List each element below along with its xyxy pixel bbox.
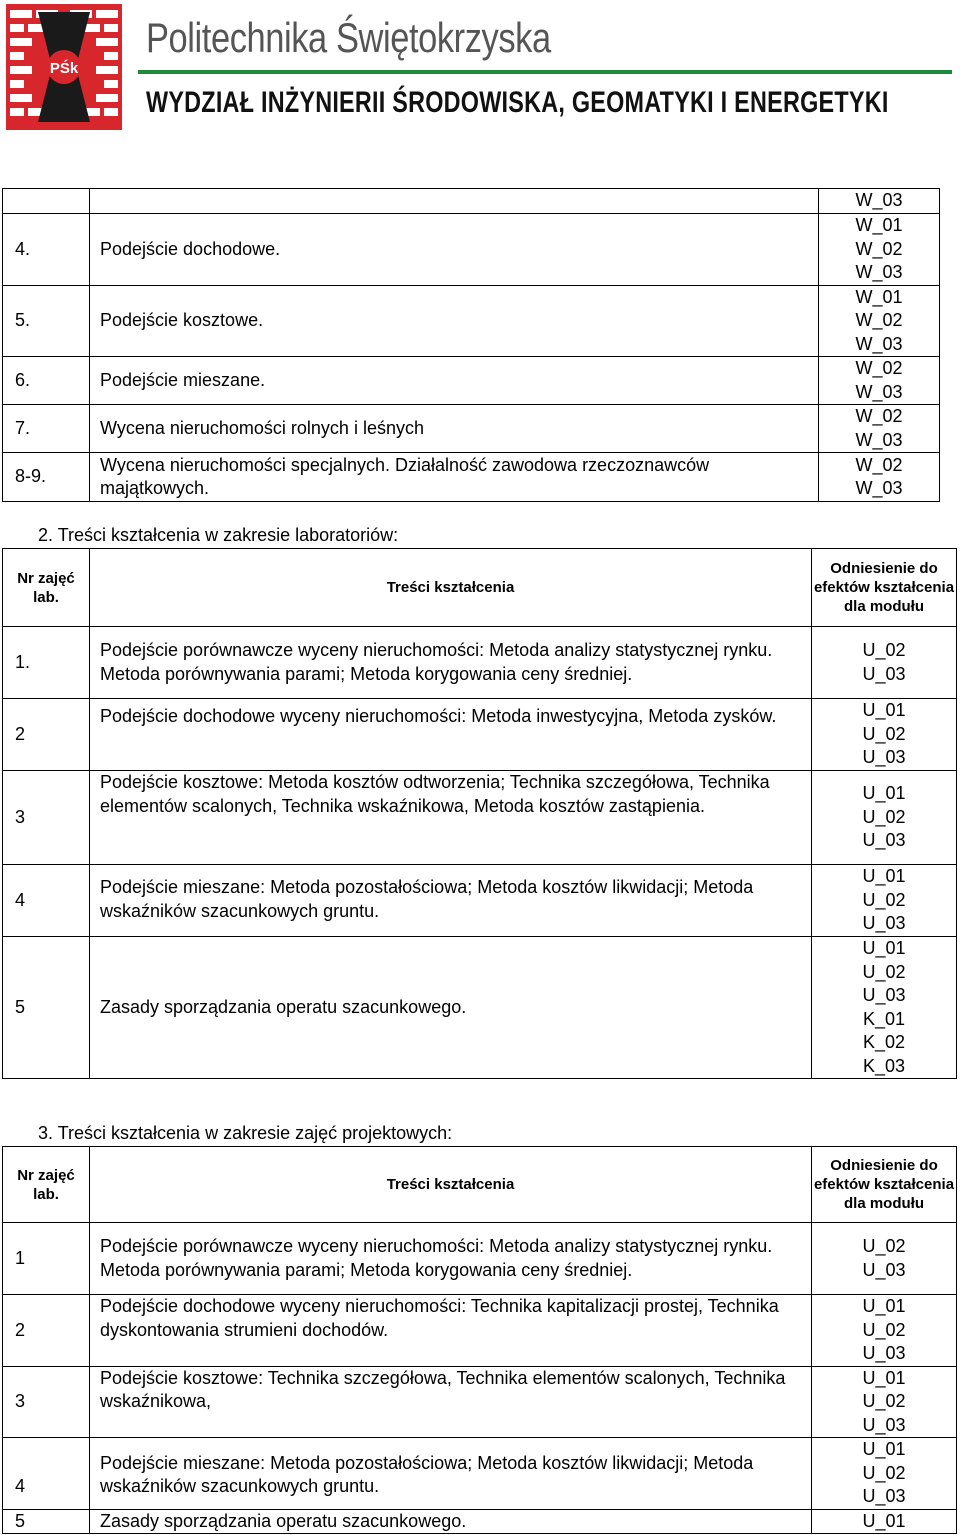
row-number: 5. <box>3 285 90 357</box>
column-header-nr: Nr zajęć lab. <box>3 1147 90 1223</box>
row-content: Podejście dochodowe wyceny nieruchomości: Technika kapitalizacji prostej, Technika dyskontowania strumieni dochodów. <box>90 1295 812 1367</box>
row-effects: W_01 W_02 W_03 <box>819 285 940 357</box>
row-content <box>90 189 819 214</box>
table-row <box>3 865 957 937</box>
row-effects: U_01 U_02 U_03 <box>812 865 957 937</box>
project-table <box>2 1146 957 1534</box>
table-row <box>3 627 957 699</box>
row-number: 7. <box>3 405 90 453</box>
project-section-title: 3. Treści kształcenia w zakresie zajęć projektowych: <box>38 1123 453 1143</box>
row-number: 3 <box>3 771 90 865</box>
column-header-nr: Nr zajęć lab. <box>3 549 90 627</box>
row-number: 1. <box>3 627 90 699</box>
table-row <box>3 1366 957 1438</box>
table-row <box>3 1438 957 1510</box>
lab-section-title: 2. Treści kształcenia w zakresie laboratoriów: <box>38 525 399 545</box>
row-number: 2 <box>3 1295 90 1367</box>
row-content: Podejście mieszane: Metoda pozostałościowa; Metoda kosztów likwidacji; Metoda wskaźników szacunkowych gruntu. <box>90 1438 812 1510</box>
lab-table <box>2 548 957 1079</box>
row-content: Wycena nieruchomości specjalnych. Działalność zawodowa rzeczoznawców majątkowych. <box>90 453 819 502</box>
table-row <box>3 357 940 405</box>
row-content: Podejście porównawcze wyceny nieruchomości: Metoda analizy statystycznej rynku. Metoda porównywania parami; Metoda korygowania ceny średniej. <box>90 627 812 699</box>
university-name: Politechnika Świętokrzyska <box>146 14 551 61</box>
row-effects: U_01 U_02 U_03 <box>812 771 957 865</box>
table-row <box>3 453 940 502</box>
row-effects: U_02 U_03 <box>812 627 957 699</box>
row-content: Zasady sporządzania operatu szacunkowego. <box>90 1509 812 1534</box>
row-number: 6. <box>3 357 90 405</box>
row-number <box>3 189 90 214</box>
row-content: Podejście porównawcze wyceny nieruchomości: Metoda analizy statystycznej rynku. Metoda porównywania parami; Metoda korygowania ceny średniej. <box>90 1223 812 1295</box>
table-row <box>3 214 940 286</box>
column-header-effects: Odniesienie do efektów kształcenia dla modułu <box>812 549 957 627</box>
table-row <box>3 405 940 453</box>
row-content: Podejście mieszane. <box>90 357 819 405</box>
row-effects: U_01 U_02 U_03 K_01 K_02 K_03 <box>812 937 957 1079</box>
document-header <box>0 0 960 140</box>
header-divider <box>138 70 952 74</box>
row-content: Podejście kosztowe: Technika szczegółowa, Technika elementów scalonych, Technika wskaźnikowa, <box>90 1366 812 1438</box>
table-header-row <box>3 1147 957 1223</box>
row-effects: W_02 W_03 <box>819 405 940 453</box>
row-effects: W_02 W_03 <box>819 453 940 502</box>
lecture-table <box>2 188 940 502</box>
column-header-content: Treści kształcenia <box>90 1147 812 1223</box>
column-header-effects: Odniesienie do efektów kształcenia dla modułu <box>812 1147 957 1223</box>
row-effects: U_01 U_02 U_03 <box>812 1366 957 1438</box>
column-header-content: Treści kształcenia <box>90 549 812 627</box>
row-number: 1 <box>3 1223 90 1295</box>
row-content: Podejście mieszane: Metoda pozostałościowa; Metoda kosztów likwidacji; Metoda wskaźników szacunkowych gruntu. <box>90 865 812 937</box>
row-effects: U_01 U_02 U_03 <box>812 1295 957 1367</box>
row-content: Podejście dochodowe wyceny nieruchomości: Metoda inwestycyjna, Metoda zysków. <box>90 699 812 771</box>
row-content: Podejście dochodowe. <box>90 214 819 286</box>
faculty-name: WYDZIAŁ INŻYNIERII ŚRODOWISKA, GEOMATYKI I ENERGETYKI <box>146 86 889 119</box>
table-header-row <box>3 549 957 627</box>
row-effects: W_03 <box>819 189 940 214</box>
table-row <box>3 771 957 865</box>
table-row <box>3 1223 957 1295</box>
row-content: Zasady sporządzania operatu szacunkowego. <box>90 937 812 1079</box>
svg-text:PŚk: PŚk <box>49 60 79 77</box>
row-effects: W_01 W_02 W_03 <box>819 214 940 286</box>
row-effects: U_02 U_03 <box>812 1223 957 1295</box>
row-content: Podejście kosztowe: Metoda kosztów odtworzenia; Technika szczegółowa, Technika elementów scalonych, Technika wskaźnikowa, Metoda kosztów zastąpienia. <box>90 771 812 865</box>
row-number: 5 <box>3 937 90 1079</box>
row-number: 2 <box>3 699 90 771</box>
row-effects: U_01 U_02 U_03 <box>812 1438 957 1510</box>
table-row <box>3 285 940 357</box>
row-effects: U_01 U_02 U_03 <box>812 699 957 771</box>
row-number: 5 <box>3 1509 90 1534</box>
row-number: 4 <box>3 1438 90 1510</box>
row-content: Wycena nieruchomości rolnych i leśnych <box>90 405 819 453</box>
row-number: 4 <box>3 865 90 937</box>
row-number: 4. <box>3 214 90 286</box>
table-row <box>3 1295 957 1367</box>
row-number: 3 <box>3 1366 90 1438</box>
university-logo <box>6 4 122 130</box>
row-effects: W_02 W_03 <box>819 357 940 405</box>
table-row <box>3 1509 957 1534</box>
table-row <box>3 699 957 771</box>
row-effects: U_01 <box>812 1509 957 1534</box>
row-number: 8-9. <box>3 453 90 502</box>
table-row <box>3 937 957 1079</box>
row-content: Podejście kosztowe. <box>90 285 819 357</box>
table-row <box>3 189 940 214</box>
